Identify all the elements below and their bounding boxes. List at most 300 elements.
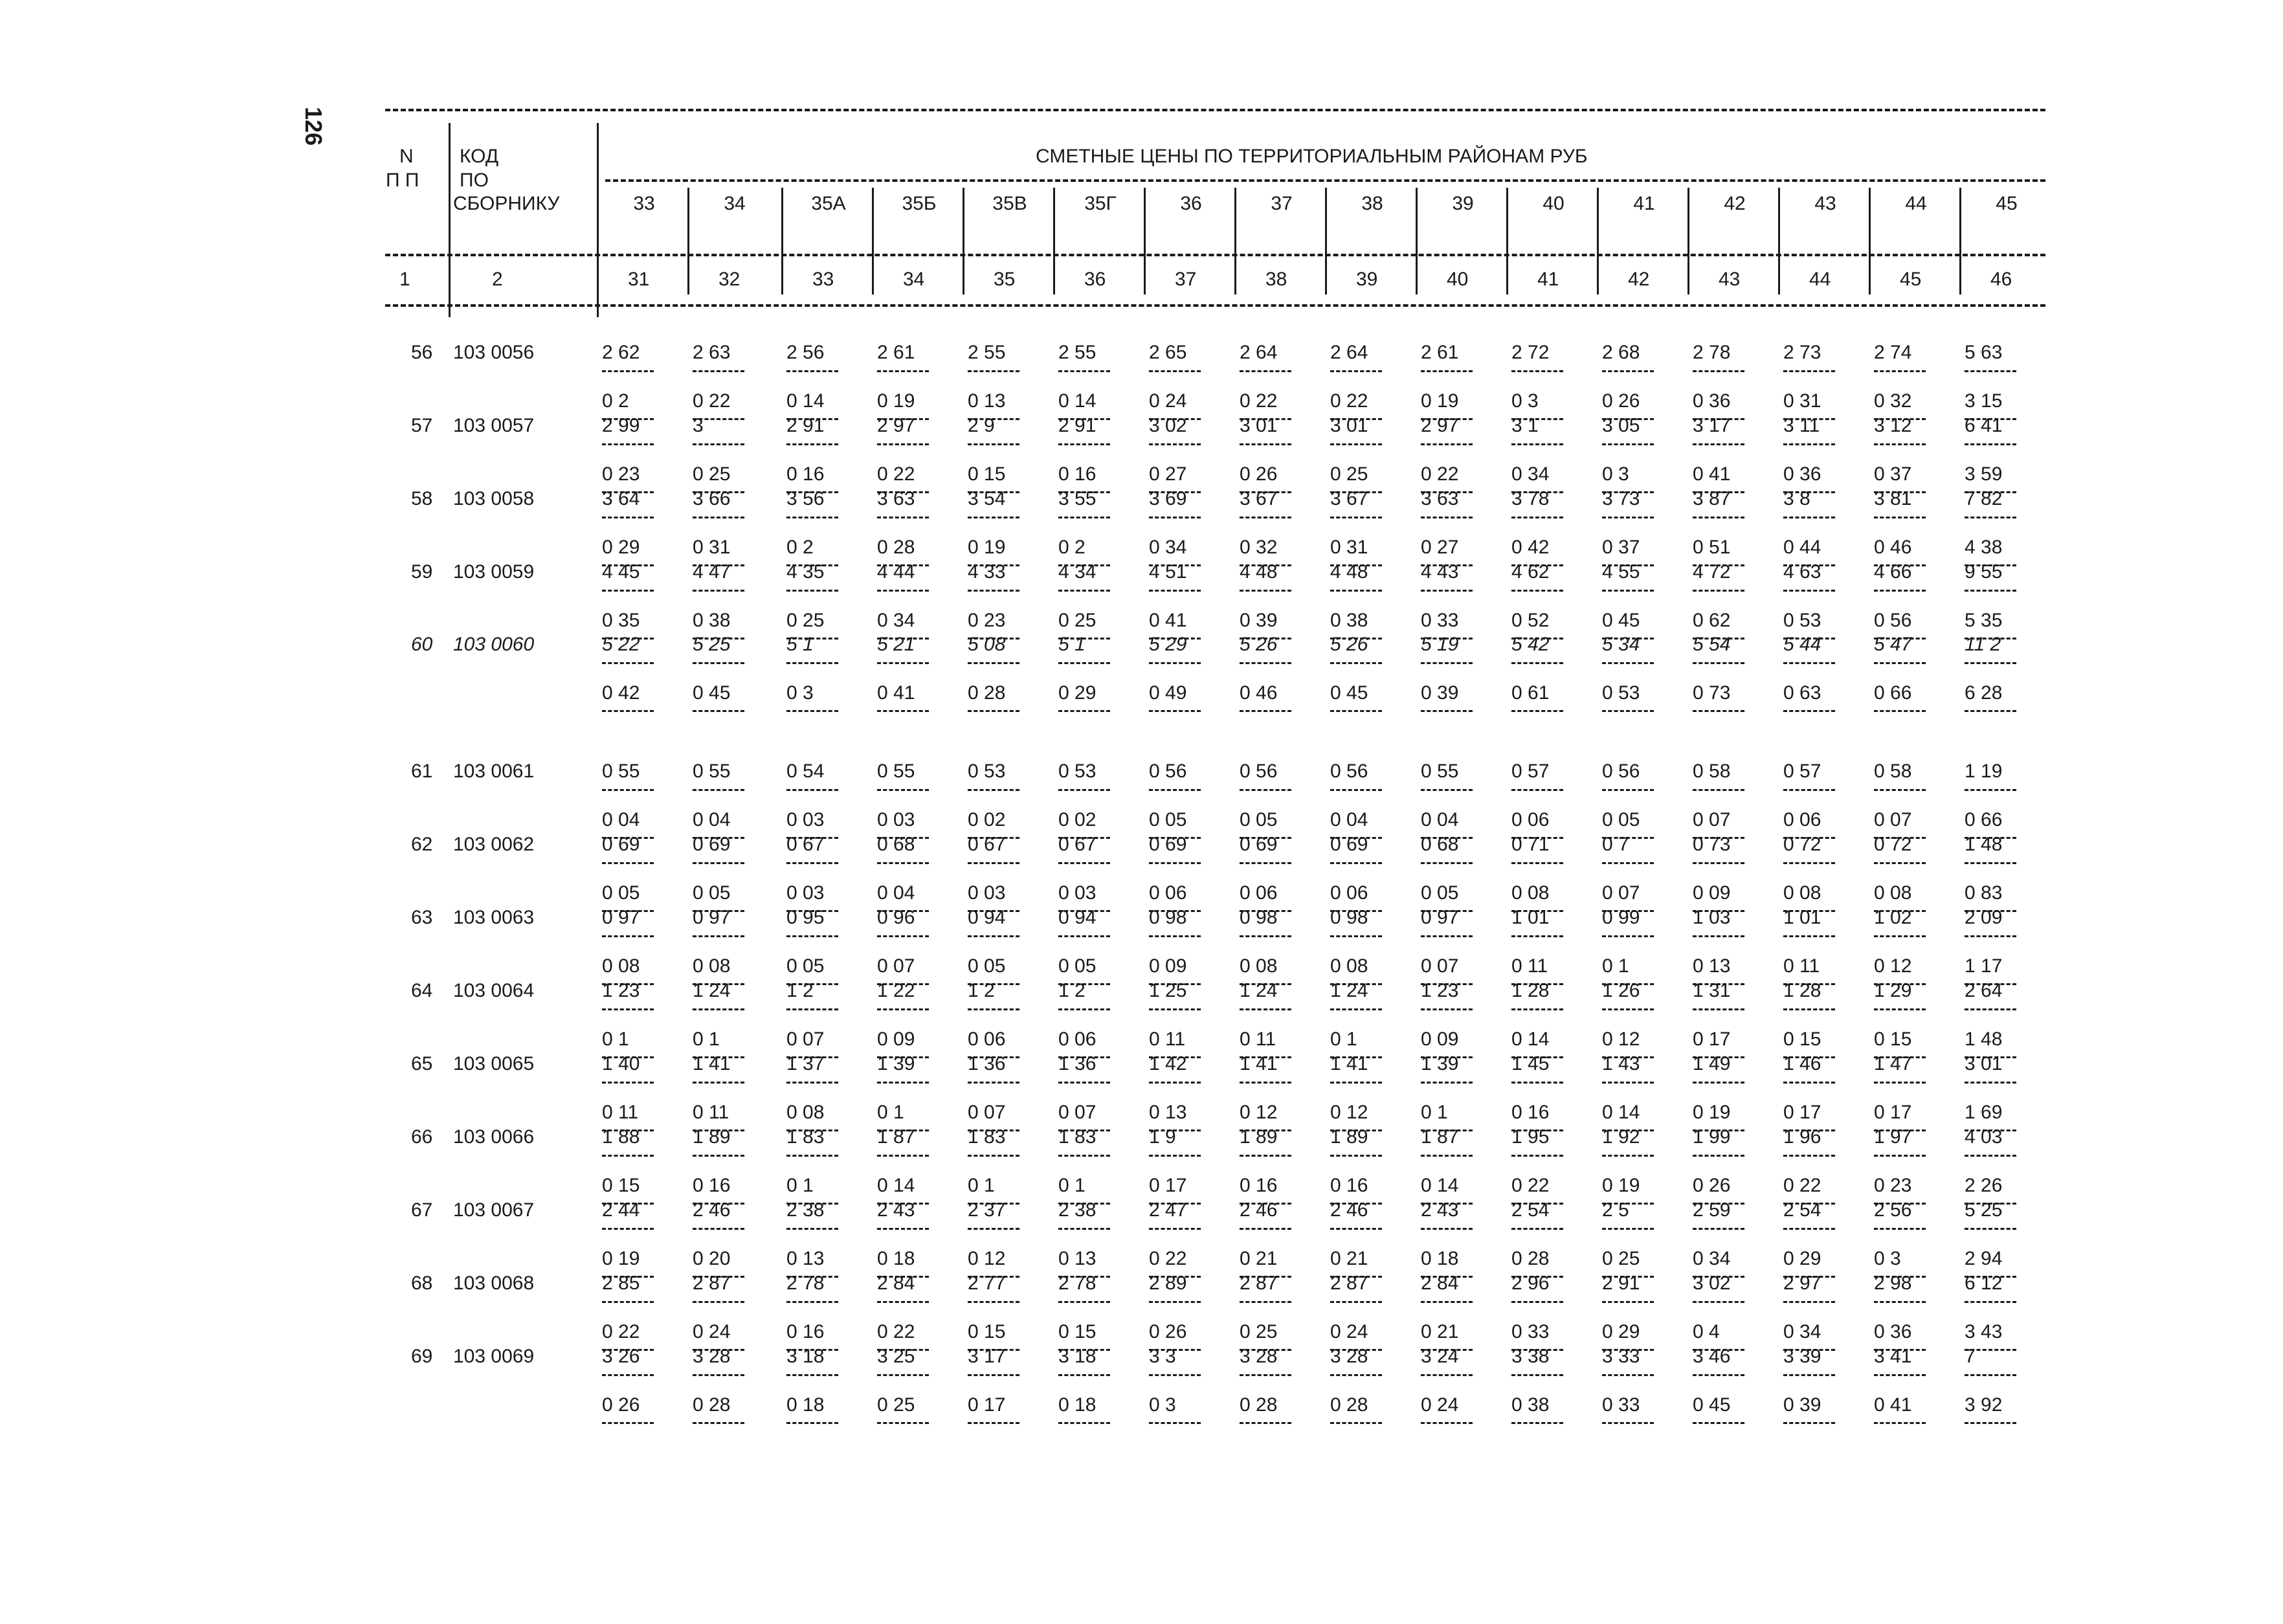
sub-value: 0 4 [1693, 1321, 1720, 1342]
sub-value: 0 15 [1874, 1029, 1912, 1050]
column-number: 46 [1990, 269, 2012, 290]
fraction-rule [1602, 1374, 1654, 1376]
fraction-rule [602, 1228, 654, 1230]
fraction-rule [1149, 370, 1201, 372]
row-number: 60 [411, 634, 433, 655]
fraction-rule [1965, 443, 2016, 445]
fraction-rule [1149, 1228, 1201, 1230]
sub-value: 0 51 [1693, 537, 1731, 558]
column-separator [1687, 259, 1689, 295]
column-separator [1778, 188, 1780, 265]
fraction-rule [877, 517, 929, 518]
sub-value: 0 53 [1783, 610, 1821, 631]
fraction-rule [1783, 517, 1835, 518]
price-value: 2 5 [1602, 1199, 1629, 1221]
fraction-rule [1058, 1422, 1110, 1424]
fraction-rule [1330, 789, 1382, 791]
sub-value: 0 27 [1149, 463, 1187, 485]
fraction-rule [877, 710, 929, 712]
sub-value: 0 56 [1874, 610, 1912, 631]
header-top-rule [385, 109, 2045, 111]
sub-value: 0 19 [968, 537, 1006, 558]
district-header: 35Г [1084, 193, 1117, 214]
fraction-rule [1693, 1008, 1744, 1010]
price-value: 1 37 [786, 1053, 825, 1074]
price-value: 2 91 [1602, 1273, 1640, 1294]
fraction-rule [1149, 662, 1201, 664]
price-value: 2 64 [1965, 980, 2003, 1001]
sub-value: 0 28 [1330, 1394, 1368, 1416]
sub-value: 3 59 [1965, 463, 2003, 485]
sub-value: 0 14 [1511, 1029, 1550, 1050]
sub-value: 0 08 [786, 1102, 825, 1123]
fraction-rule [877, 862, 929, 864]
sub-value: 0 39 [1421, 682, 1459, 704]
price-value: 3 [693, 415, 704, 436]
sub-value: 0 25 [1240, 1321, 1278, 1342]
price-value: 0 94 [968, 907, 1006, 928]
fraction-rule [877, 443, 929, 445]
column-separator [687, 188, 689, 265]
price-value: 3 17 [968, 1346, 1006, 1367]
sub-value: 0 34 [877, 610, 915, 631]
fraction-rule [786, 1228, 838, 1230]
sub-value: 0 41 [1149, 610, 1187, 631]
sub-value: 0 1 [1602, 955, 1629, 977]
fraction-rule [877, 1155, 929, 1157]
sub-value: 0 1 [1330, 1029, 1357, 1050]
price-value: 0 69 [1149, 834, 1187, 855]
fraction-rule [877, 1422, 929, 1424]
fraction-rule [1602, 662, 1654, 664]
price-value: 11 2 [1965, 634, 2001, 655]
column-separator [449, 123, 451, 317]
price-value: 2 97 [877, 415, 915, 436]
sub-value: 0 22 [602, 1321, 640, 1342]
column-separator [1234, 259, 1236, 295]
price-value: 1 83 [786, 1126, 825, 1148]
district-header: 40 [1542, 193, 1565, 214]
sub-value: 0 04 [877, 882, 915, 904]
column-separator [872, 188, 874, 265]
fraction-rule [968, 1228, 1019, 1230]
fraction-rule [1330, 443, 1382, 445]
price-value: 2 84 [1421, 1273, 1459, 1294]
column-separator [1869, 188, 1871, 265]
row-code: 103 0067 [453, 1199, 535, 1221]
fraction-rule [693, 1422, 744, 1424]
sub-value: 0 18 [1421, 1248, 1459, 1269]
fraction-rule [1693, 935, 1744, 937]
price-value: 2 55 [968, 342, 1006, 363]
fraction-rule [786, 590, 838, 592]
fraction-rule [1965, 1082, 2016, 1084]
fraction-rule [1965, 862, 2016, 864]
price-value: 0 53 [1058, 761, 1097, 782]
price-value: 1 9 [1149, 1126, 1176, 1148]
fraction-rule [1783, 1422, 1835, 1424]
sub-value: 0 34 [1783, 1321, 1821, 1342]
price-value: 0 55 [602, 761, 640, 782]
price-value: 3 02 [1693, 1273, 1731, 1294]
district-header: 35В [992, 193, 1027, 214]
district-header: 45 [1996, 193, 2018, 214]
fraction-rule [1874, 1301, 1926, 1303]
fraction-rule [1240, 590, 1291, 592]
price-value: 0 97 [602, 907, 640, 928]
fraction-rule [1602, 370, 1654, 372]
price-value: 5 29 [1149, 634, 1187, 655]
fraction-rule [1511, 1301, 1563, 1303]
fraction-rule [1421, 1008, 1473, 1010]
price-value: 2 46 [1330, 1199, 1368, 1221]
price-value: 1 41 [1240, 1053, 1278, 1074]
sub-value: 0 18 [786, 1394, 825, 1416]
sub-value: 0 04 [693, 809, 731, 830]
fraction-rule [1421, 370, 1473, 372]
fraction-rule [1421, 935, 1473, 937]
sub-value: 0 16 [786, 463, 825, 485]
sub-value: 0 29 [1058, 682, 1097, 704]
sub-value: 0 34 [1693, 1248, 1731, 1269]
sub-value: 0 06 [1058, 1029, 1097, 1050]
fraction-rule [786, 370, 838, 372]
fraction-rule [1874, 517, 1926, 518]
fraction-rule [1693, 443, 1744, 445]
price-value: 0 73 [1693, 834, 1731, 855]
district-header: 33 [633, 193, 655, 214]
sub-value: 0 07 [1874, 809, 1912, 830]
fraction-rule [877, 1301, 929, 1303]
sub-value: 0 12 [968, 1248, 1006, 1269]
sub-value: 0 06 [1511, 809, 1550, 830]
sub-value: 0 23 [1874, 1175, 1912, 1196]
price-value: 3 67 [1330, 488, 1368, 509]
fraction-rule [1149, 710, 1201, 712]
price-value: 3 67 [1240, 488, 1278, 509]
fraction-rule [1058, 1374, 1110, 1376]
price-value: 0 58 [1874, 761, 1912, 782]
fraction-rule [1693, 1155, 1744, 1157]
fraction-rule [1602, 1008, 1654, 1010]
price-value: 5 1 [1058, 634, 1086, 655]
price-value: 0 7 [1602, 834, 1629, 855]
sub-value: 0 23 [602, 463, 640, 485]
sub-value: 0 12 [1602, 1029, 1640, 1050]
sub-value: 6 28 [1965, 682, 2003, 704]
fraction-rule [693, 710, 744, 712]
district-header: 44 [1905, 193, 1927, 214]
price-value: 0 55 [693, 761, 731, 782]
fraction-rule [1965, 789, 2016, 791]
sub-value: 0 33 [1511, 1321, 1550, 1342]
price-value: 1 2 [968, 980, 995, 1001]
column-number: 38 [1265, 269, 1287, 290]
price-value: 1 47 [1874, 1053, 1912, 1074]
fraction-rule [602, 862, 654, 864]
sub-value: 3 15 [1965, 390, 2003, 412]
price-value: 0 72 [1874, 834, 1912, 855]
row-code: 103 0060 [453, 634, 535, 655]
fraction-rule [1511, 443, 1563, 445]
column-number: 42 [1628, 269, 1650, 290]
price-value: 3 69 [1149, 488, 1187, 509]
row-number: 61 [411, 761, 433, 782]
row-code: 103 0061 [453, 761, 535, 782]
price-value: 3 78 [1511, 488, 1550, 509]
price-value: 2 99 [602, 415, 640, 436]
sub-value: 0 13 [1058, 1248, 1097, 1269]
row-code: 103 0065 [453, 1053, 535, 1074]
sub-value: 0 3 [1602, 463, 1629, 485]
sub-value: 0 15 [968, 1321, 1006, 1342]
column-separator [1597, 188, 1599, 265]
fraction-rule [1240, 517, 1291, 518]
price-value: 2 87 [1330, 1273, 1368, 1294]
sub-value: 0 15 [1058, 1321, 1097, 1342]
sub-value: 0 29 [602, 537, 640, 558]
fraction-rule [1874, 662, 1926, 664]
sub-value: 0 11 [1240, 1029, 1276, 1050]
sub-value: 0 05 [786, 955, 825, 977]
fraction-rule [1511, 862, 1563, 864]
sub-value: 0 16 [786, 1321, 825, 1342]
fraction-rule [1058, 1082, 1110, 1084]
fraction-rule [1240, 862, 1291, 864]
fraction-rule [1965, 517, 2016, 518]
sub-value: 0 13 [786, 1248, 825, 1269]
fraction-rule [1602, 1155, 1654, 1157]
price-value: 0 67 [1058, 834, 1097, 855]
sub-value: 0 16 [693, 1175, 731, 1196]
sub-value: 0 25 [1058, 610, 1097, 631]
column-separator [1144, 188, 1146, 265]
sub-value: 0 1 [693, 1029, 720, 1050]
sub-value: 0 21 [1330, 1248, 1368, 1269]
row-number: 63 [411, 907, 433, 928]
fraction-rule [968, 1155, 1019, 1157]
header-colnum-rule [385, 254, 2045, 256]
fraction-rule [877, 935, 929, 937]
fraction-rule [786, 710, 838, 712]
price-value: 2 91 [786, 415, 825, 436]
sub-value: 0 24 [1330, 1321, 1368, 1342]
sub-value: 0 05 [1058, 955, 1097, 977]
column-number: 32 [718, 269, 741, 290]
sub-value: 0 11 [1783, 955, 1820, 977]
price-value: 1 89 [693, 1126, 731, 1148]
fraction-rule [1421, 590, 1473, 592]
row-number: 64 [411, 980, 433, 1001]
fraction-rule [1874, 1422, 1926, 1424]
sub-value: 0 22 [877, 1321, 915, 1342]
sub-value: 0 66 [1965, 809, 2003, 830]
fraction-rule [1240, 1082, 1291, 1084]
fraction-rule [786, 1155, 838, 1157]
sub-value: 0 12 [1330, 1102, 1368, 1123]
fraction-rule [602, 662, 654, 664]
sub-value: 0 26 [1149, 1321, 1187, 1342]
price-value: 1 2 [786, 980, 814, 1001]
district-header: 38 [1361, 193, 1383, 214]
sub-value: 0 66 [1874, 682, 1912, 704]
column-separator [781, 259, 783, 295]
price-value: 1 22 [877, 980, 915, 1001]
sub-value: 0 08 [1783, 882, 1821, 904]
sub-value: 0 44 [1783, 537, 1821, 558]
fraction-rule [602, 370, 654, 372]
sub-value: 1 48 [1965, 1029, 2003, 1050]
fraction-rule [693, 1082, 744, 1084]
price-value: 5 25 [1965, 1199, 2003, 1221]
price-value: 3 18 [1058, 1346, 1097, 1367]
price-value: 0 69 [693, 834, 731, 855]
sub-value: 0 26 [1240, 463, 1278, 485]
sub-value: 0 3 [1149, 1394, 1176, 1416]
fraction-rule [1965, 710, 2016, 712]
price-value: 3 41 [1874, 1346, 1912, 1367]
fraction-rule [602, 1374, 654, 1376]
fraction-rule [1330, 935, 1382, 937]
sub-value: 0 15 [1783, 1029, 1821, 1050]
fraction-rule [1602, 862, 1654, 864]
fraction-rule [1693, 1301, 1744, 1303]
price-value: 1 92 [1602, 1126, 1640, 1148]
price-value: 3 25 [877, 1346, 915, 1367]
fraction-rule [1058, 710, 1110, 712]
price-value: 1 89 [1330, 1126, 1368, 1148]
sub-value: 0 31 [1330, 537, 1368, 558]
sub-value: 0 36 [1783, 463, 1821, 485]
price-value: 3 05 [1602, 415, 1640, 436]
fraction-rule [877, 590, 929, 592]
row-code: 103 0066 [453, 1126, 535, 1148]
sub-value: 0 11 [1149, 1029, 1186, 1050]
sub-value: 0 05 [1240, 809, 1278, 830]
fraction-rule [786, 935, 838, 937]
fraction-rule [968, 517, 1019, 518]
column-number: 41 [1537, 269, 1559, 290]
price-value: 1 24 [1240, 980, 1278, 1001]
price-value: 3 1 [1511, 415, 1539, 436]
sub-value: 0 29 [1602, 1321, 1640, 1342]
price-value: 2 61 [1421, 342, 1459, 363]
district-header: 35Б [902, 193, 937, 214]
fraction-rule [1693, 789, 1744, 791]
sub-value: 0 05 [602, 882, 640, 904]
fraction-rule [1874, 710, 1926, 712]
price-value: 5 19 [1421, 634, 1459, 655]
price-value: 2 47 [1149, 1199, 1187, 1221]
fraction-rule [1693, 370, 1744, 372]
price-value: 5 26 [1330, 634, 1368, 655]
fraction-rule [968, 710, 1019, 712]
sub-value: 0 07 [1602, 882, 1640, 904]
row-number: 58 [411, 488, 433, 509]
price-value: 0 96 [877, 907, 915, 928]
price-value: 4 44 [877, 561, 915, 583]
fraction-rule [602, 443, 654, 445]
price-value: 2 38 [786, 1199, 825, 1221]
fraction-rule [1058, 1008, 1110, 1010]
fraction-rule [968, 590, 1019, 592]
sub-value: 0 09 [1693, 882, 1731, 904]
fraction-rule [1330, 517, 1382, 518]
column-separator [1416, 188, 1418, 265]
sub-value: 0 1 [1058, 1175, 1086, 1196]
price-value: 3 63 [1421, 488, 1459, 509]
sub-value: 0 39 [1240, 610, 1278, 631]
fraction-rule [1783, 1008, 1835, 1010]
price-value: 1 26 [1602, 980, 1640, 1001]
column-separator [1687, 188, 1689, 265]
price-value: 2 87 [693, 1273, 731, 1294]
sub-value: 0 15 [968, 463, 1006, 485]
fraction-rule [968, 443, 1019, 445]
sub-value: 0 25 [786, 610, 825, 631]
column-number: 34 [903, 269, 925, 290]
fraction-rule [1330, 1374, 1382, 1376]
price-value: 5 22 [602, 634, 640, 655]
price-value: 0 71 [1511, 834, 1550, 855]
fraction-rule [1602, 1082, 1654, 1084]
price-value: 0 69 [1330, 834, 1368, 855]
sub-value: 0 07 [1421, 955, 1459, 977]
fraction-rule [1783, 710, 1835, 712]
row-code: 103 0057 [453, 415, 535, 436]
fraction-rule [1965, 935, 2016, 937]
price-value: 1 45 [1511, 1053, 1550, 1074]
sub-value: 0 22 [1421, 463, 1459, 485]
district-header: 36 [1180, 193, 1202, 214]
price-value: 1 2 [1058, 980, 1086, 1001]
sub-value: 0 23 [968, 610, 1006, 631]
price-value: 5 63 [1965, 342, 2003, 363]
sub-value: 0 09 [1149, 955, 1187, 977]
price-value: 1 48 [1965, 834, 2003, 855]
fraction-rule [1149, 1374, 1201, 1376]
column-number: 44 [1809, 269, 1831, 290]
fraction-rule [1511, 1082, 1563, 1084]
sub-value: 0 08 [602, 955, 640, 977]
header-code-label: КОД [460, 146, 499, 167]
price-value: 1 31 [1693, 980, 1731, 1001]
sub-value: 0 35 [602, 610, 640, 631]
sub-value: 0 13 [1693, 955, 1731, 977]
fraction-rule [1783, 789, 1835, 791]
fraction-rule [786, 662, 838, 664]
fraction-rule [1602, 710, 1654, 712]
price-value: 3 33 [1602, 1346, 1640, 1367]
price-value: 1 83 [1058, 1126, 1097, 1148]
sub-value: 0 05 [1149, 809, 1187, 830]
sub-value: 0 11 [1511, 955, 1548, 977]
price-value: 2 46 [1240, 1199, 1278, 1221]
price-value: 2 56 [1874, 1199, 1912, 1221]
fraction-rule [1330, 1301, 1382, 1303]
price-value: 3 64 [602, 488, 640, 509]
sub-value: 0 1 [1421, 1102, 1448, 1123]
column-separator [963, 188, 964, 265]
column-separator [1053, 259, 1055, 295]
price-value: 3 54 [968, 488, 1006, 509]
fraction-rule [693, 590, 744, 592]
price-value: 1 41 [693, 1053, 731, 1074]
sub-value: 0 61 [1511, 682, 1550, 704]
district-header: 39 [1452, 193, 1474, 214]
price-value: 2 64 [1330, 342, 1368, 363]
fraction-rule [1240, 370, 1291, 372]
